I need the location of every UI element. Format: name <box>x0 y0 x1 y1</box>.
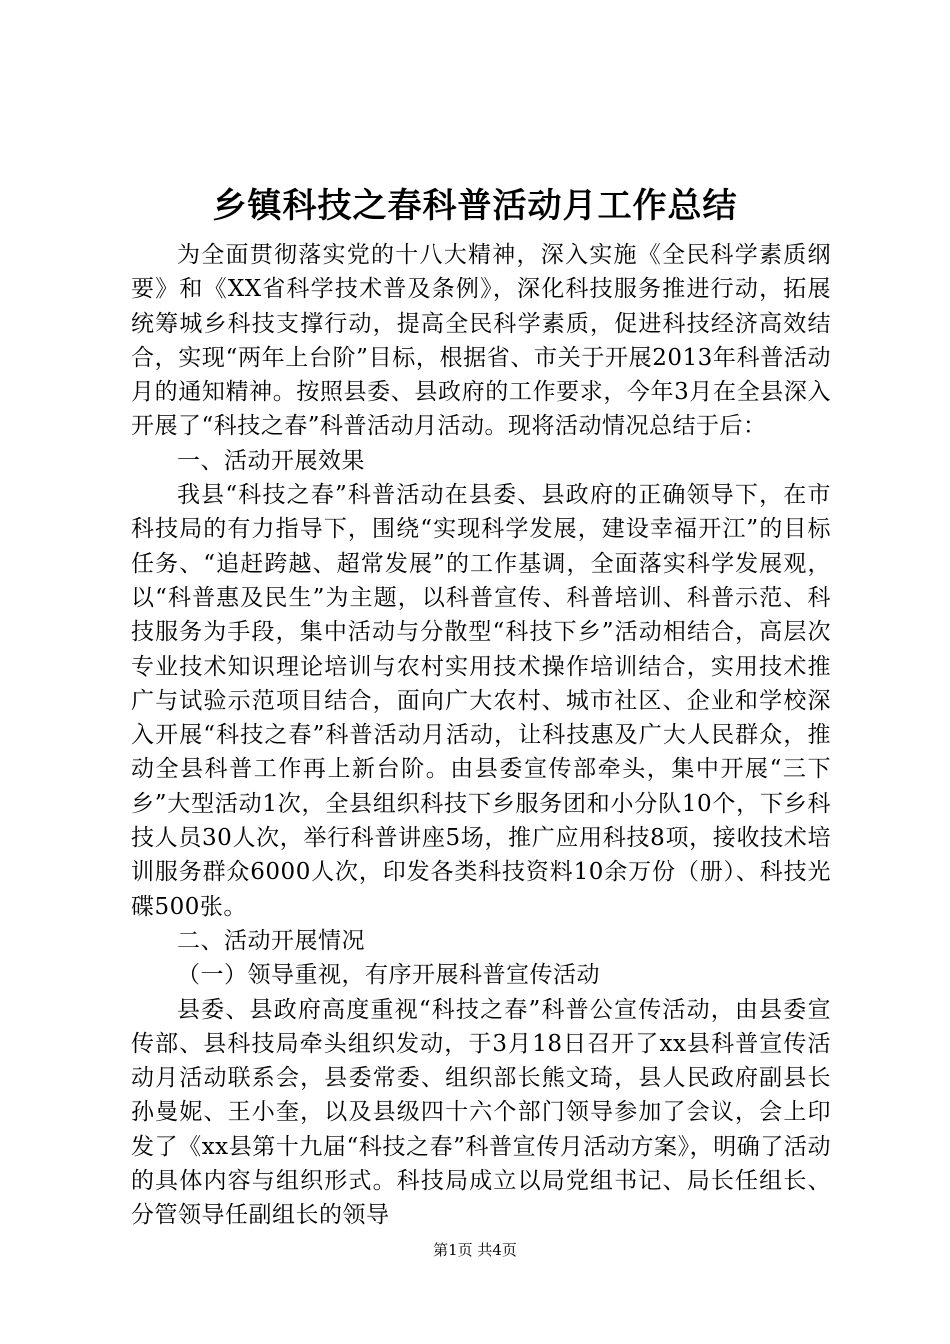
paragraph-intro: 为全面贯彻落实党的十八大精神，深入实施《全民科学素质纲要》和《XX省科学技术普及条例》，深化科技服务推进行动，拓展统筹城乡科技支撑行动，提高全民科学素质，促进科技经济高效结合，实现“两年上台阶”目标，根据省、市关于开展2013年科普活动月的通知精神。按照县委、县政府的工作要求，今年3月在全县深入开展了“科技之春”科普活动月活动。现将活动情况总结于后： <box>131 242 831 440</box>
section-heading-1: 一、活动开展效果 <box>177 447 365 474</box>
section-heading-2: 二、活动开展情况 <box>177 927 365 954</box>
page-footer: 第1页 共4页 <box>433 1241 517 1259</box>
document-body <box>131 238 831 1233</box>
subsection-heading-1: （一）领导重视，有序开展科普宣传活动 <box>177 962 600 989</box>
document-title: 乡镇科技之春科普活动月工作总结 <box>212 186 738 226</box>
paragraph-effects: 我县“科技之春”科普活动在县委、县政府的正确领导下，在市科技局的有力指导下，围绕“实现科学发展，建设幸福开江”的目标任务、“追赶跨越、超常发展”的工作基调，全面落实科学发展观，以“科普惠及民生”为主题，以科普宣传、科普培训、科普示范、科技服务为手段，集中活动与分散型“科技下乡”活动相结合，高层次专业技术知识理论培训与农村实用技术操作培训结合，实用技术推广与试验示范项目结合，面向广大农村、城市社区、企业和学校深入开展“科技之春”科普活动月活动，让科技惠及广大人民群众，推动全县科普工作再上新台阶。由县委宣传部牵头，集中开展“三下乡”大型活动1次，全县组织科技下乡服务团和小分队10个，下乡科技人员30人次，举行科普讲座5场，推广应用科技8项，接收技术培训服务群众6000人次，印发各类科技资料10余万份（册）、科技光碟500张。 <box>131 482 831 920</box>
paragraph-leadership: 县委、县政府高度重视“科技之春”科普公宣传活动，由县委宣传部、县科技局牵头组织发动，于3月18日召开了xx县科普宣传活动月活动联系会，县委常委、组织部长熊文琦，县人民政府副县长孙曼妮、王小奎，以及县级四十六个部门领导参加了会议，会上印发了《xx县第十九届“科技之春”科普宣传月活动方案》，明确了活动的具体内容与组织形式。科技局成立以局党组书记、局长任组长、分管领导任副组长的领导 <box>131 996 831 1229</box>
